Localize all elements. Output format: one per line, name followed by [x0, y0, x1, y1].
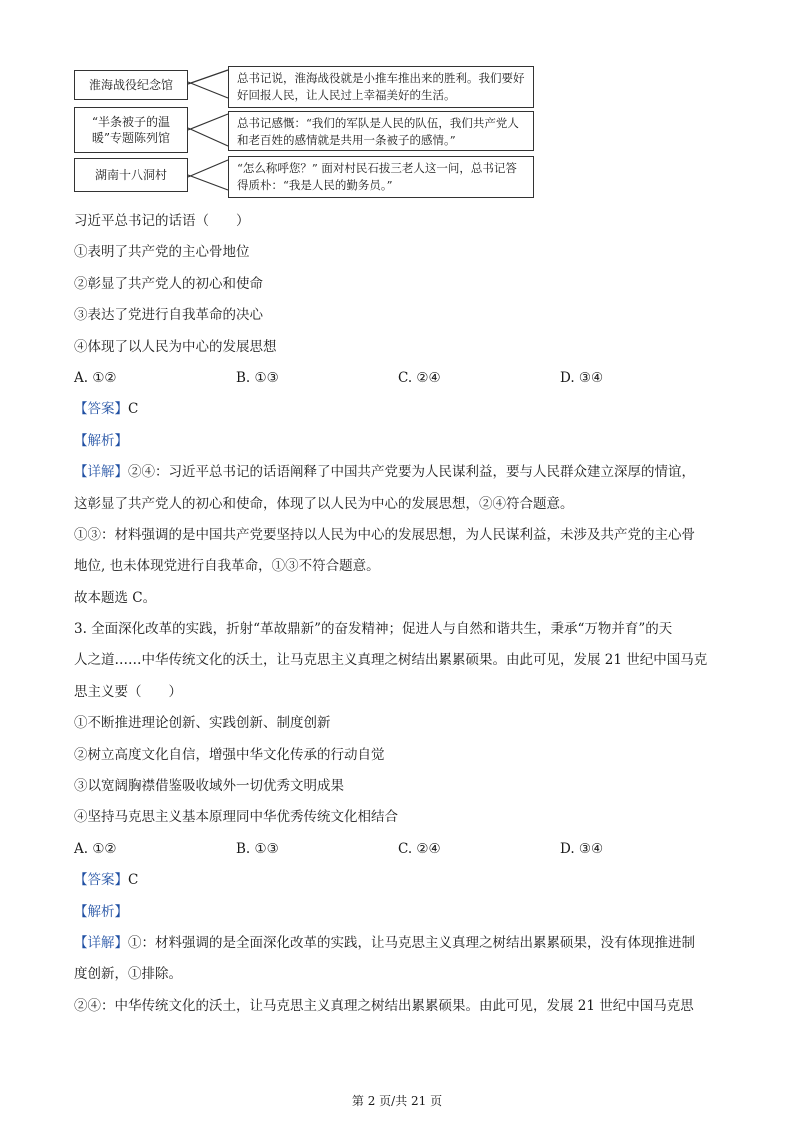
quote-diagram — [0, 0, 794, 205]
detail-line — [74, 457, 724, 488]
site-label-text: “半条被子的温暖”专题陈列馆 — [91, 115, 171, 145]
answer-line — [74, 865, 724, 896]
option-b: B. ①③ — [236, 369, 279, 386]
page-footer: 第 2 页/共 21 页 — [351, 1094, 443, 1108]
question-stem: 思主义要（ ） — [74, 683, 182, 700]
answer-tag: 【答案】 — [74, 872, 128, 889]
detail-line: ①③：材料强调的是中国共产党要坚持以人民为中心的发展思想，为人民谋利益，未涉及共产党的主心骨 — [74, 526, 695, 543]
connector-line — [188, 114, 228, 130]
quote-text: 总书记感慨：“我们的军队是人民的队伍，我们共产党人和老百姓的感情就是共用一条被子的感情。” — [237, 116, 519, 147]
statement: ①表明了共产党的主心骨地位 — [74, 244, 250, 261]
options-row — [74, 834, 724, 865]
site-label-text: 淮海战役纪念馆 — [88, 78, 173, 92]
detail-line: 度创新，①排除。 — [74, 966, 182, 983]
statement: ③表达了党进行自我革命的决心 — [74, 307, 263, 324]
site-label-shibadong — [74, 158, 188, 192]
options-row — [74, 363, 724, 394]
connector-line — [188, 175, 228, 190]
quote-text: “怎么称呼您？” 面对村民石拔三老人这一问，总书记答得质朴：“我是人民的勤务员。” — [237, 161, 517, 192]
detail-line: 这彰显了共产党人的初心和使命，体现了以人民为中心的发展思想，②④符合题意。 — [74, 495, 574, 512]
quote-box-quilt — [228, 111, 534, 151]
analysis-tag: 【解析】 — [74, 903, 128, 920]
quote-box-huaihai — [228, 66, 534, 108]
answer-value: C — [128, 401, 139, 418]
detail-text: ①：材料强调的是全面深化改革的实践，让马克思主义真理之树结出累累硕果，没有体现推进制 — [128, 934, 695, 951]
analysis-line — [74, 426, 724, 457]
statement: ③以宽阔胸襟借鉴吸收域外一切优秀文明成果 — [74, 778, 344, 795]
connector-line — [188, 82, 228, 98]
detail-tag: 【详解】 — [74, 464, 128, 481]
quote-box-shibadong — [228, 156, 534, 198]
analysis-line — [74, 897, 724, 928]
answer-value: C — [128, 872, 139, 889]
quote-text: 总书记说，淮海战役就是小推车推出来的胜利。我们要好好回报人民，让人民过上幸福美好的生活。 — [237, 71, 525, 102]
option-c: C. ②④ — [398, 369, 441, 386]
connector-line — [188, 128, 228, 146]
question-stem: 3. 全面深化改革的实践，折射“革故鼎新”的奋发精神；促进人与自然和谐共生，秉承“万物并育”的天 — [74, 621, 673, 638]
option-d: D. ③④ — [560, 369, 604, 386]
answer-tag: 【答案】 — [74, 401, 128, 418]
site-label-quilt — [74, 107, 188, 153]
statement: ①不断推进理论创新、实践创新、制度创新 — [74, 715, 331, 732]
option-c: C. ②④ — [398, 840, 441, 857]
statement: ②彰显了共产党人的初心和使命 — [74, 275, 263, 292]
option-a: A. ①② — [74, 369, 117, 386]
detail-tag: 【详解】 — [74, 934, 128, 951]
option-d: D. ③④ — [560, 840, 604, 857]
question-stem: 人之道……中华传统文化的沃土，让马克思主义真理之树结出累累硕果。由此可见，发展 21 世纪中国马克 — [74, 652, 708, 669]
site-label-huaihai — [74, 70, 188, 100]
conclusion-line: 故本题选 C。 — [74, 589, 157, 606]
connector-line — [188, 70, 228, 84]
detail-line: 地位, 也未体现党进行自我革命，①③不符合题意。 — [74, 558, 380, 575]
detail-line: ②④：中华传统文化的沃土，让马克思主义真理之树结出累累硕果。由此可见，发展 21 世纪中国马克思 — [74, 997, 694, 1014]
question-stem: 习近平总书记的话语（ ） — [74, 213, 250, 229]
detail-line — [74, 928, 724, 959]
connector-line — [188, 160, 228, 177]
option-b: B. ①③ — [236, 840, 279, 857]
answer-line — [74, 394, 724, 425]
statement: ④体现了以人民为中心的发展思想 — [74, 338, 277, 355]
question-content — [74, 206, 724, 1022]
detail-text: ②④：习近平总书记的话语阐释了中国共产党要为人民谋利益，要与人民群众建立深厚的情谊， — [128, 464, 695, 481]
statement: ②树立高度文化自信，增强中华文化传承的行动自觉 — [74, 746, 385, 763]
analysis-tag: 【解析】 — [74, 432, 128, 449]
option-a: A. ①② — [74, 840, 117, 857]
site-label-text: 湖南十八洞村 — [94, 168, 167, 182]
statement: ④坚持马克思主义基本原理同中华优秀传统文化相结合 — [74, 809, 398, 826]
